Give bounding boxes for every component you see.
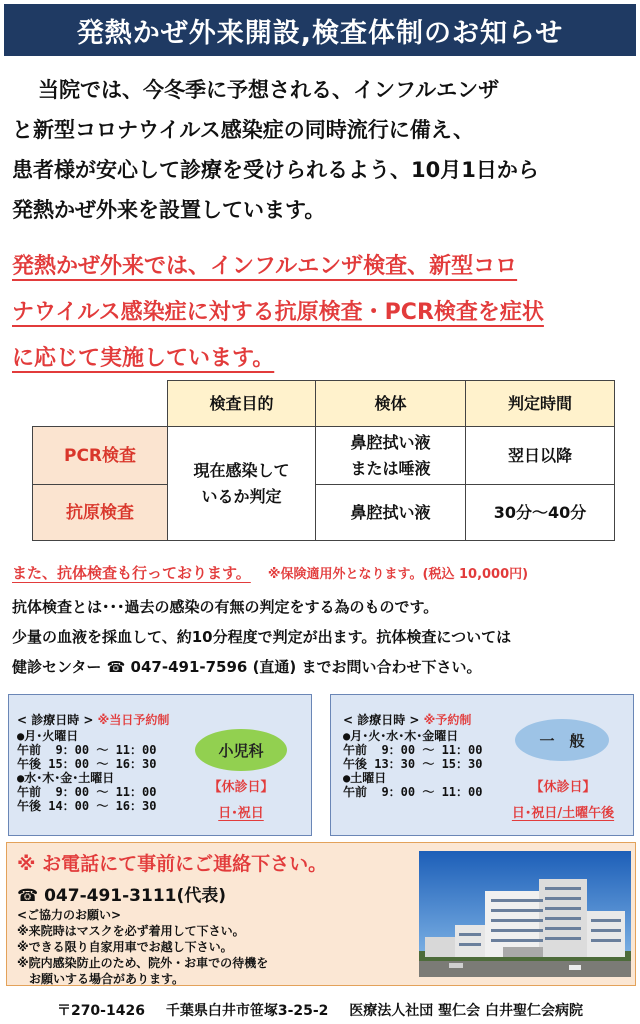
schedule-label: < 診療日時 > (343, 713, 420, 727)
table-corner (33, 381, 168, 427)
hospital-photo (419, 851, 631, 977)
tests-table (32, 380, 615, 541)
general-schedule-box (330, 694, 634, 836)
test-notice (12, 244, 634, 382)
schedule-line: 午前 9：00 ～ 11：00 (343, 743, 483, 757)
antibody-section (12, 562, 636, 682)
antibody-price-note: ※保険適用外となります。(税込 10,000円) (267, 567, 529, 582)
request-line: お願いする場合があります。 (17, 972, 185, 986)
closed-days-value: 日･祝日 (218, 806, 264, 821)
closed-days-value: 日･祝日/土曜午後 (511, 806, 615, 821)
antibody-contact: 健診センター ☎ 047-491-7596 (直通) までお問い合わせ下さい。 (12, 658, 482, 676)
schedule-line: 午前 9：00 ～ 11：00 (17, 743, 157, 757)
schedule-line: 午後 13：30 ～ 15：30 (343, 757, 483, 771)
test-purpose-line: 現在感染して (193, 460, 290, 480)
schedule-line: 午後 14：00 ～ 16：30 (17, 799, 157, 813)
test-notice-line: 発熱かぜ外来では、インフルエンザ検査、新型コロ (12, 254, 518, 279)
department-badge-pediatrics: 小児科 (195, 729, 287, 771)
schedule-line: ●水･木･金･土曜日 (17, 771, 115, 785)
reservation-note: ※当日予約制 (97, 713, 170, 727)
closed-label: 【休診日】 (208, 780, 274, 795)
intro-line: 発熱かぜ外来を設置しています。 (12, 198, 326, 222)
schedule-label: < 診療日時 > (17, 713, 94, 727)
test-notice-line: ナウイルス感染症に対する抗原検査・PCR検査を症状 (12, 300, 544, 325)
test-notice-line: に応じて実施しています。 (12, 346, 275, 371)
page-title: 発熱かぜ外来開設,検査体制のお知らせ (4, 4, 636, 56)
schedule-line: ●土曜日 (343, 771, 387, 785)
request-line: ※院内感染防止のため、院外・お車での待機を (17, 956, 269, 970)
antibody-text: 少量の血液を採血して、約10分程度で判定が出ます。抗体検査については (12, 628, 512, 646)
schedule-line: ●月･火･水･木･金曜日 (343, 729, 459, 743)
pediatrics-schedule-box (8, 694, 312, 836)
schedule-line: 午前 9：00 ～ 11：00 (343, 785, 483, 799)
table-header: 検体 (316, 381, 466, 427)
intro-line: 当院では、今冬季に予想される、インフルエンザ (38, 78, 500, 102)
specimen-cell: 鼻腔拭い液 (316, 485, 466, 541)
intro-line: 患者様が安心して診療を受けられるよう、10月1日から (12, 158, 539, 182)
test-purpose-line: いるか判定 (201, 486, 282, 506)
phone-number: ☎ 047-491-3111(代表) (17, 886, 227, 906)
schedule-title (343, 711, 471, 728)
table-row-header: PCR検査 (33, 427, 168, 485)
test-purpose-cell (168, 427, 316, 541)
department-badge-general: 一 般 (515, 719, 609, 761)
request-line: <ご協力のお願い> (17, 908, 122, 922)
specimen-line: 鼻腔拭い液 (350, 432, 431, 452)
schedule-line: 午後 15：00 ～ 16：30 (17, 757, 157, 771)
closed-days (187, 775, 295, 827)
cooperation-requests (17, 907, 268, 987)
antibody-headline (12, 562, 636, 592)
table-row-header: 抗原検査 (33, 485, 168, 541)
result-time-cell: 30分～40分 (466, 485, 615, 541)
schedule-line: 午前 9：00 ～ 11：00 (17, 785, 157, 799)
reservation-note: ※予約制 (423, 713, 472, 727)
hospital-name: 医療法人社団 聖仁会 白井聖仁会病院 (349, 1003, 584, 1019)
closed-label: 【休診日】 (530, 780, 596, 795)
antibody-text: 抗体検査とは･･･過去の感染の有無の判定をする為のものです。 (12, 598, 439, 616)
table-header: 判定時間 (466, 381, 615, 427)
closed-days (499, 775, 627, 827)
specimen-line: または唾液 (350, 458, 431, 478)
schedule-hours (17, 729, 156, 813)
schedule-title (17, 711, 169, 728)
intro-text (12, 70, 632, 230)
request-line: ※できる限り自家用車でお越し下さい。 (17, 940, 233, 954)
postal-code: 〒270-1426 (56, 1003, 145, 1019)
specimen-cell (316, 427, 466, 485)
contact-heading: ※ お電話にて事前にご連絡下さい。 (17, 853, 328, 875)
table-header: 検査目的 (168, 381, 316, 427)
schedule-line: ●月･火曜日 (17, 729, 79, 743)
antibody-main: また、抗体検査も行っております。 (12, 564, 251, 582)
address: 千葉県白井市笹塚3-25-2 (165, 1003, 329, 1019)
result-time-cell: 翌日以降 (466, 427, 615, 485)
request-line: ※来院時はマスクを必ず着用して下さい。 (17, 924, 245, 938)
footer (0, 1000, 640, 1024)
contact-box (6, 842, 636, 986)
intro-line: と新型コロナウイルス感染症の同時流行に備え、 (12, 118, 474, 142)
schedule-hours (343, 729, 482, 799)
